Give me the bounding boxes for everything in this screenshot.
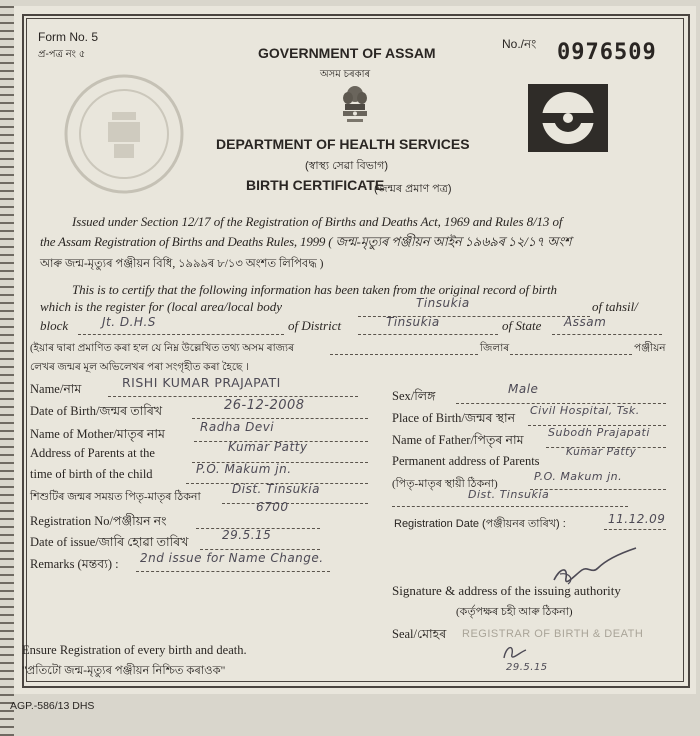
dotted-line xyxy=(604,529,666,530)
intro-line-7c: পঞ্জীয়ন xyxy=(634,343,666,354)
intro-line-4: This is to certify that the following information has been taken from the original record of birth xyxy=(72,282,557,297)
certificate-title-local: (জন্মৰ প্ৰমাণ পত্ৰ) xyxy=(374,183,452,195)
remarks-label: Remarks (মন্তব্য) : xyxy=(30,557,119,571)
national-emblem-icon xyxy=(340,84,370,128)
form-number-local: প্ৰ-পত্ৰ নং ৫ xyxy=(38,49,86,60)
form-number: Form No. 5 xyxy=(38,30,99,44)
address-value-4: 6700 xyxy=(256,500,289,514)
intro-line-5a: which is the register for (local area/local body xyxy=(40,299,283,314)
registrar-stamp: REGISTRAR OF BIRTH & DEATH xyxy=(462,628,644,640)
seal-date: 29.5.15 xyxy=(506,662,548,673)
intro-line-7a: (ইয়াৰ দ্বাৰা প্ৰমাণিত কৰা হ'ল যে নিম্ন উল্লেখিত তথ্য অসম ৰাজ্যৰ xyxy=(30,343,294,354)
dotted-line xyxy=(78,334,284,335)
seal-label: Seal/মোহৰ xyxy=(392,627,447,641)
certificate-title: BIRTH CERTIFICATE xyxy=(246,177,385,193)
registration-date-value: 11.12.09 xyxy=(608,512,666,526)
dotted-line xyxy=(192,418,368,419)
print-code: AGP.-586/13 DHS xyxy=(10,700,95,712)
issue-date-label: Date of issue/জাৰি হোৱা তাৰিখ xyxy=(30,535,189,549)
issue-date-value: 29.5.15 xyxy=(222,528,272,542)
block-value: Jt. D.H.S xyxy=(102,315,156,329)
state-value: Assam xyxy=(564,315,607,329)
intro-line-7b: জিলাৰ xyxy=(480,343,510,354)
sex-label: Sex/লিঙ্গ xyxy=(392,389,436,403)
intro-line-1: Issued under Section 12/17 of the Registration of Births and Deaths Act, 1969 and Rules 8/13 of xyxy=(72,214,563,229)
ensure-registration-local: "প্ৰতিটো জন্ম-মৃত্যুৰ পঞ্জীয়ন নিশ্চিত কৰাওক" xyxy=(22,665,226,677)
address-value-1: Kumar Patty xyxy=(228,440,308,454)
signature-label-local: (কর্তৃপক্ষৰ চহী আৰু ঠিকনা) xyxy=(456,606,573,618)
dotted-line xyxy=(392,506,628,507)
government-title: GOVERNMENT OF ASSAM xyxy=(258,45,436,61)
birth-place-label: Place of Birth/জন্মৰ স্থান xyxy=(392,411,516,425)
name-value: RISHI KUMAR PRAJAPATI xyxy=(122,375,281,390)
registration-date-label: Registration Date (পঞ্জীয়নৰ তাৰিখ) : xyxy=(394,518,566,530)
dob-value: 26-12-2008 xyxy=(224,398,305,413)
address-label-3: শিশুটিৰ জন্মৰ সময়ত পিতৃ-মাতৃৰ ঠিকনা xyxy=(30,491,201,503)
permanent-address-value-1: Kumar Patty xyxy=(566,446,637,458)
sex-value: Male xyxy=(508,382,539,396)
permanent-address-value-3: Dist. Tinsukia xyxy=(468,488,550,501)
address-label-1: Address of Parents at the xyxy=(30,446,155,460)
birth-place-value: Civil Hospital, Tsk. xyxy=(530,404,640,417)
dotted-line xyxy=(330,354,478,355)
permanent-address-label-2: (পিতৃ-মাতৃৰ স্থায়ী ঠিকনা) xyxy=(392,478,498,490)
dotted-line xyxy=(200,549,320,550)
address-value-2: P.O. Makum jn. xyxy=(196,462,292,476)
dotted-line xyxy=(510,354,632,355)
father-value: Subodh Prajapati xyxy=(548,426,650,439)
serial-number: 0976509 xyxy=(557,40,657,65)
faded-seal-stamp xyxy=(62,72,186,196)
remarks-value: 2nd issue for Name Change. xyxy=(140,551,324,565)
dotted-line xyxy=(108,396,358,397)
district-value: Tinsukia xyxy=(386,315,440,329)
department-title: DEPARTMENT OF HEALTH SERVICES xyxy=(216,136,470,152)
father-label: Name of Father/পিতৃৰ নাম xyxy=(392,433,524,447)
intro-line-6c: of State xyxy=(502,318,542,333)
intro-line-6a: block xyxy=(40,318,69,333)
address-label-2: time of birth of the child xyxy=(30,467,153,481)
dotted-line xyxy=(552,334,662,335)
serial-label: No./নং xyxy=(502,37,537,51)
dotted-line xyxy=(530,489,666,490)
intro-line-2: the Assam Registration of Births and Deaths Rules, 1999 ( জন্ম-মৃত্যুৰ পঞ্জীয়ন আইন ১৯৬৯ৰ ১২/১৭ অংশ xyxy=(40,234,572,249)
government-title-local: অসম চৰকাৰ xyxy=(320,69,371,80)
signature-label: Signature & address of the issuing authority xyxy=(392,583,621,598)
permanent-address-value-2: P.O. Makum jn. xyxy=(534,470,623,483)
dotted-line xyxy=(136,571,330,572)
seal-initials xyxy=(500,640,530,664)
mother-value: Radha Devi xyxy=(200,420,275,434)
mother-label: Name of Mother/মাতৃৰ নাম xyxy=(30,427,165,441)
intro-line-8: লেখৰ জন্মৰ মূল অভিলেখৰ পৰা সংগৃহীত কৰা হৈছে । xyxy=(30,362,249,373)
local-body-value: Tinsukia xyxy=(416,296,470,310)
intro-line-5b: of tahsil/ xyxy=(592,299,638,314)
perforated-edge xyxy=(0,0,14,736)
health-department-logo xyxy=(528,84,608,152)
permanent-address-label-1: Permanent address of Parents xyxy=(392,454,540,468)
intro-line-3: আৰু জন্ম-মৃত্যুৰ পঞ্জীয়ন বিধি, ১৯৯৯ৰ ৮/১৩ অংশত লিপিবদ্ধ ) xyxy=(40,258,324,270)
dob-label: Date of Birth/জন্মৰ তাৰিখ xyxy=(30,404,163,418)
name-label: Name/নাম xyxy=(30,382,82,396)
ensure-registration-text: Ensure Registration of every birth and death. xyxy=(22,643,247,657)
dotted-line xyxy=(222,503,368,504)
registration-number-label: Registration No/পঞ্জীয়ন নং xyxy=(30,514,167,528)
dotted-line xyxy=(358,334,498,335)
address-value-3: Dist. Tinsukia xyxy=(232,482,320,496)
intro-line-6b: of District xyxy=(288,318,342,333)
department-title-local: (স্বাস্থ্য সেৱা বিভাগ) xyxy=(305,160,389,172)
